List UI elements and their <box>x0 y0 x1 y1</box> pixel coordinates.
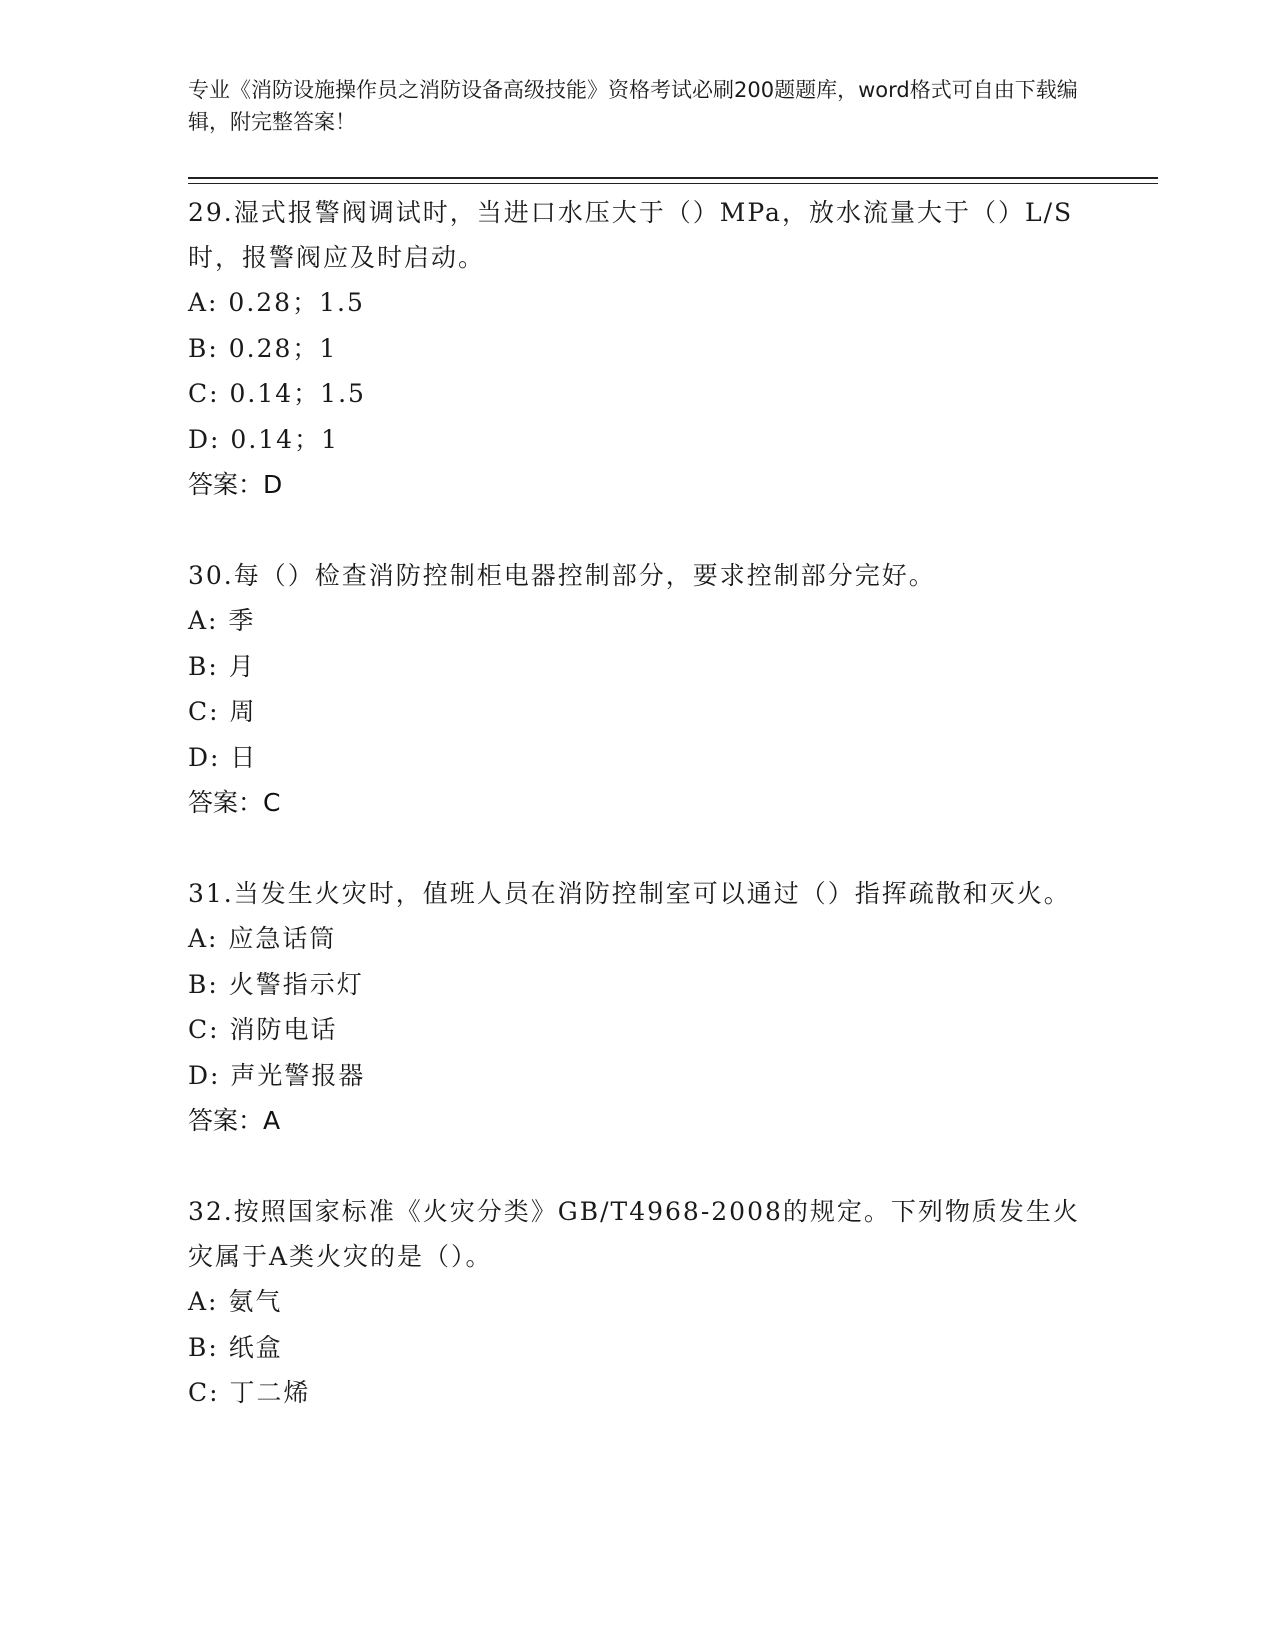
question-list <box>188 190 1088 1462</box>
option-c: C: 丁二烯 <box>188 1378 311 1407</box>
option-d: D: 声光警报器 <box>188 1060 366 1090</box>
document-header: 专业《消防设施操作员之消防设备高级技能》资格考试必刷200题题库，word格式可自由下载编辑，附完整答案！ <box>188 78 1078 134</box>
option-c: C: 周 <box>188 697 257 726</box>
option-b: B: 0.28；1 <box>188 333 338 363</box>
question-stem: 31.当发生火灾时，值班人员在消防控制室可以通过（）指挥疏散和灭火。 <box>188 879 1071 908</box>
option-d: D: 日 <box>188 742 258 772</box>
question-30 <box>188 553 1088 825</box>
option-d: D: 0.14；1 <box>188 424 339 454</box>
option-a: A: 氨气 <box>188 1287 283 1316</box>
option-c: C: 0.14；1.5 <box>188 379 366 408</box>
option-a: A: 0.28；1.5 <box>188 288 365 317</box>
option-b: B: 月 <box>188 651 256 681</box>
answer: 答案：C <box>188 788 281 817</box>
option-b: B: 火警指示灯 <box>188 969 364 999</box>
question-29 <box>188 190 1088 507</box>
question-stem: 29.湿式报警阀调试时，当进口水压大于（）MPa，放水流量大于（）L/S时，报警阀应及时启动。 <box>188 198 1074 272</box>
option-a: A: 季 <box>188 606 256 635</box>
question-stem: 32.按照国家标准《火灾分类》GB/T4968-2008的规定。下列物质发生火灾属于A类火灾的是（）。 <box>188 1197 1080 1271</box>
question-32 <box>188 1189 1088 1416</box>
header-divider-thick <box>188 177 1158 179</box>
option-c: C: 消防电话 <box>188 1015 338 1044</box>
question-31 <box>188 871 1088 1143</box>
answer: 答案：A <box>188 1106 281 1135</box>
question-stem: 30.每（）检查消防控制柜电器控制部分，要求控制部分完好。 <box>188 561 936 590</box>
option-b: B: 纸盒 <box>188 1332 283 1362</box>
answer: 答案：D <box>188 470 283 499</box>
option-a: A: 应急话筒 <box>188 924 337 953</box>
header-divider-thin <box>188 183 1158 184</box>
